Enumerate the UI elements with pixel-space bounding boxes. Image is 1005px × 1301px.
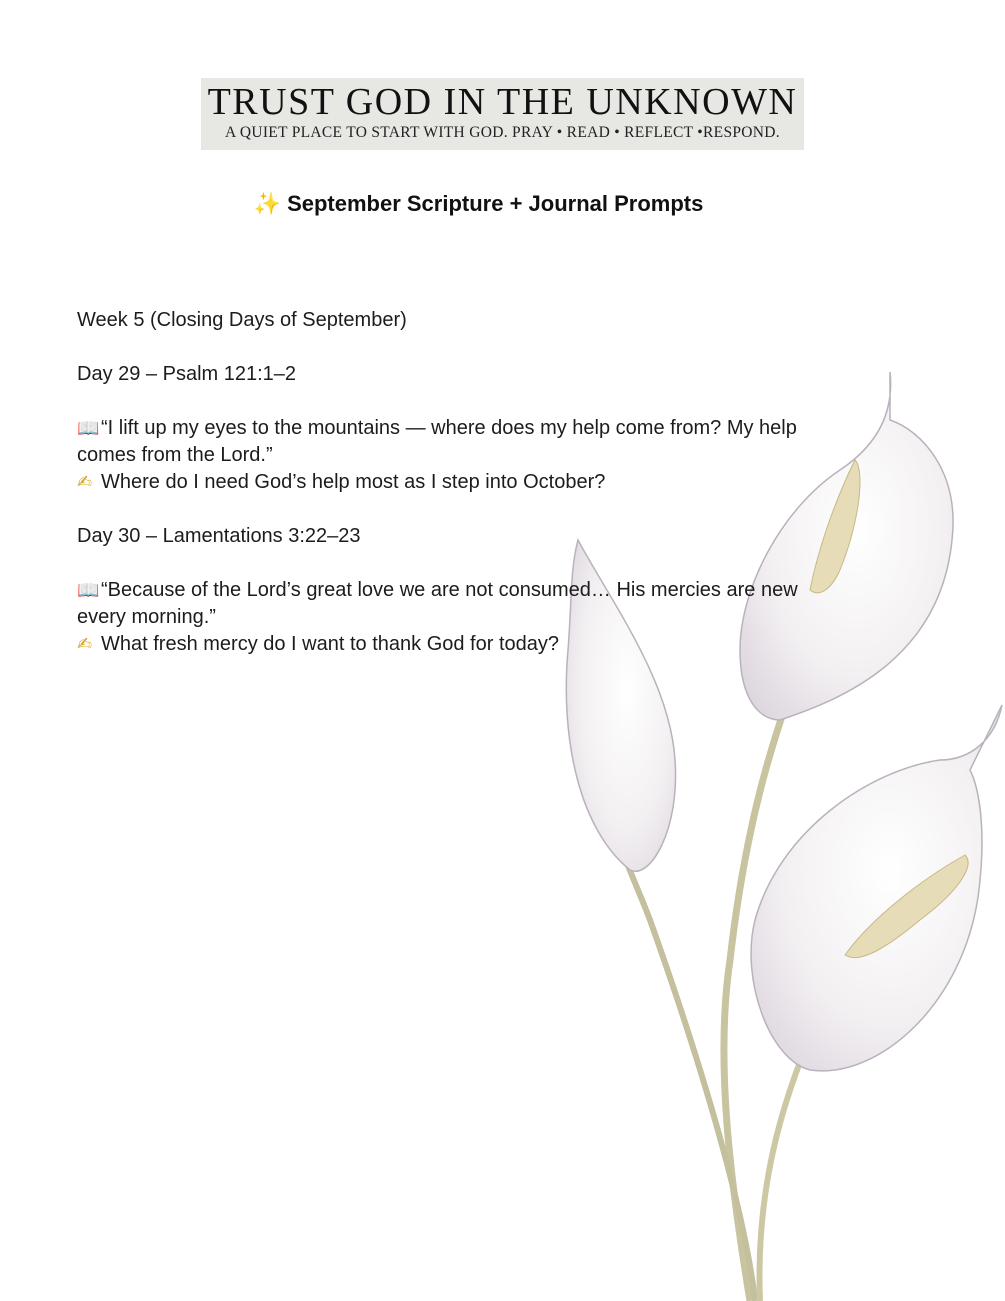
day-29-verse [77, 415, 897, 442]
day-29-verse-line1: “I lift up my eyes to the mountains — where does my help come from? My help [101, 417, 797, 439]
day-29-prompt-text: Where do I need God’s help most as I step into October? [101, 471, 606, 493]
day-30-verse-line1: “Because of the Lord’s great love we are not consumed… His mercies are new [101, 579, 798, 601]
week-heading: Week 5 (Closing Days of September) [77, 309, 407, 331]
page-heading-text: September Scripture + Journal Prompts [287, 191, 704, 216]
open-book-icon: 📖 [77, 418, 100, 438]
sparkles-icon: ✨ [253, 191, 282, 216]
open-book-icon: 📖 [77, 580, 100, 600]
day-30-verse-cont: every morning.” [77, 606, 216, 628]
writing-hand-icon: ✍ [77, 472, 93, 492]
page-heading [0, 191, 957, 217]
banner-title: TRUST GOD IN THE UNKNOWN [207, 81, 798, 123]
banner-subtitle: A QUIET PLACE TO START WITH GOD. PRAY • READ • REFLECT •RESPOND. [225, 124, 780, 141]
day-29-title: Day 29 – Psalm 121:1–2 [77, 363, 297, 385]
day-29-verse-cont: comes from the Lord.” [77, 444, 273, 466]
writing-hand-icon: ✍ [77, 634, 93, 654]
day-30-prompt-text: What fresh mercy do I want to thank God for today? [101, 633, 559, 655]
journal-content [77, 307, 897, 658]
day-30-prompt [77, 631, 897, 658]
day-30-title: Day 30 – Lamentations 3:22–23 [77, 525, 361, 547]
day-29-prompt [77, 469, 897, 496]
header-banner [201, 78, 804, 150]
day-30-verse [77, 577, 897, 604]
